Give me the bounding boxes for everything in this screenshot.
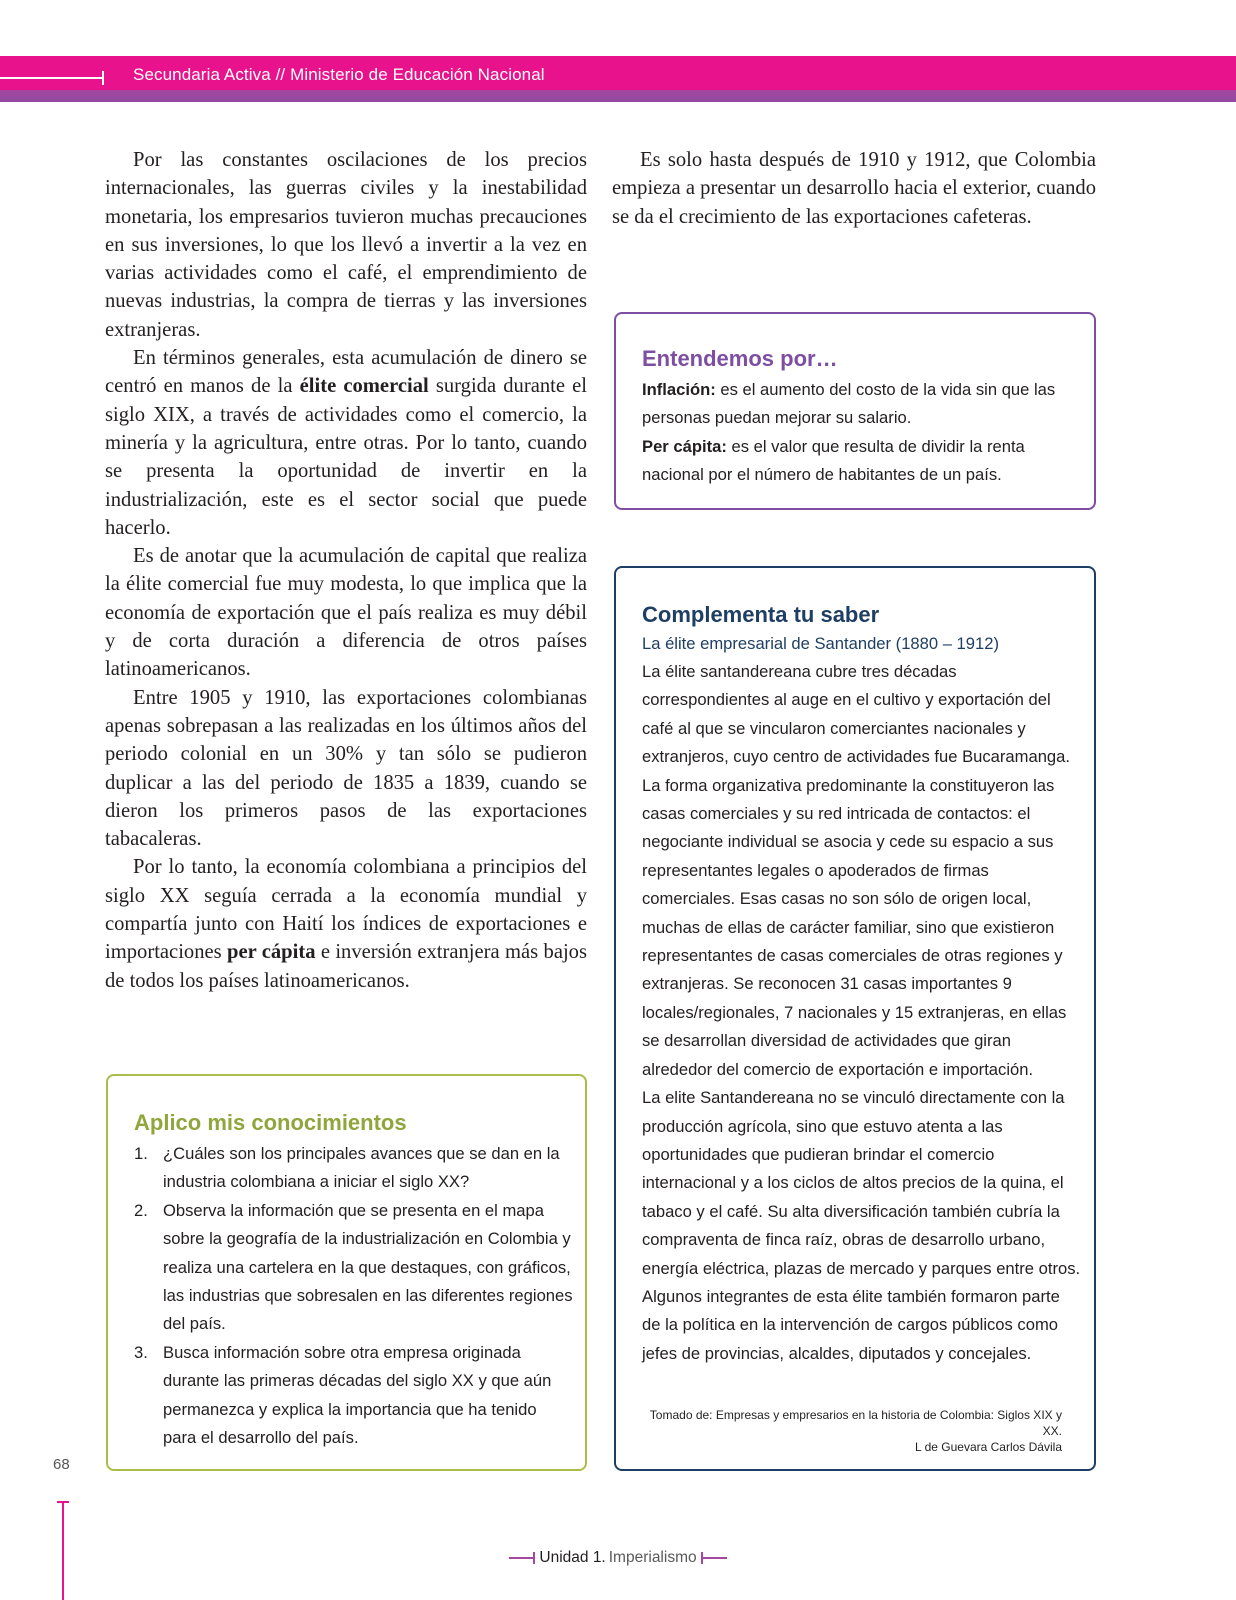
complementa-title: Complementa tu saber: [642, 602, 880, 627]
definition-inflacion: [642, 376, 1082, 433]
right-column: [612, 146, 1096, 231]
footer-unit: Unidad 1.: [539, 1549, 606, 1566]
paragraph-5: [105, 853, 587, 994]
right-paragraph-1: Es solo hasta después de 1910 y 1912, que Colombia empieza a presentar un desarrollo hacia el exterior, cuando se da el crecimiento de las exportaciones cafeteras.: [612, 149, 1096, 228]
footer-topic: Imperialismo: [608, 1549, 697, 1566]
list-item-text: ¿Cuáles son los principales avances que se dan en la industria colombiana a iniciar el siglo XX?: [163, 1144, 560, 1192]
paragraph-1: Por las constantes oscilaciones de los precios internacionales, las guerras civiles y la inestabilidad monetaria, los empresarios tuvieron muchas precauciones en sus inversiones, lo que los llevó a invertir a la vez en varias actividades como el café, el emprendimiento de nuevas industrias, la compra de tierras y las inversiones extranjeras.: [105, 149, 587, 341]
complementa-subtitle: La élite empresarial de Santander (1880 – 1912): [642, 634, 1000, 653]
paragraph-2-text-a: En términos generales, esta acumulación de dinero se centró en manos de la: [105, 347, 587, 398]
list-item-number: 1.: [134, 1144, 148, 1163]
list-item-text: Busca información sobre otra empresa originada durante las primeras décadas del siglo XX y que aún permanezca y explica la importancia que ha tenido para el desarrollo del país.: [163, 1342, 552, 1448]
list-item: [134, 1140, 574, 1197]
footer-rule-right: [701, 1557, 727, 1559]
left-column: [105, 146, 587, 995]
term-per-capita: per cápita: [227, 941, 316, 964]
list-item: [134, 1339, 574, 1453]
term-elite-comercial: élite comercial: [299, 375, 429, 398]
page-number: 68: [53, 1456, 70, 1473]
header-title: Secundaria Activa // Ministerio de Educación Nacional: [133, 65, 545, 84]
header-rule: [0, 77, 104, 79]
entendemos-body: [642, 376, 1082, 490]
definition-per-capita-text: es el valor que resulta de dividir la renta nacional por el número de habitantes de un país.: [642, 436, 1025, 485]
list-item-number: 3.: [134, 1342, 148, 1362]
paragraph-3: Es de anotar que la acumulación de capital que realiza la élite comercial fue muy modesta, lo que implica que la economía de exportación que el país realiza es muy débil y de corta duración a diferencia de otros países latinoamericanos.: [105, 545, 587, 681]
term-inflacion: Inflación:: [642, 380, 716, 399]
page-footer: [0, 1549, 1236, 1567]
page-header-band: [0, 56, 1236, 102]
definition-inflacion-text: es el aumento del costo de la vida sin que las personas puedan mejorar su salario.: [642, 380, 1056, 428]
term-per-capita-def: Per cápita:: [642, 436, 727, 456]
definition-per-capita: [642, 433, 1082, 490]
complementa-box: [614, 566, 1096, 1471]
footer-rule-left: [509, 1557, 535, 1559]
aplico-title: Aplico mis conocimientos: [134, 1110, 407, 1135]
aplico-box: [106, 1074, 587, 1471]
source-citation: [642, 1407, 1062, 1455]
aplico-list: [134, 1140, 574, 1452]
source-line-1: Tomado de: Empresas y empresarios en la historia de Colombia: Siglos XIX y XX.: [649, 1408, 1062, 1438]
paragraph-4: Entre 1905 y 1910, las exportaciones colombianas apenas sobrepasan a las realizadas en los últimos años del periodo colonial en un 30% y tan sólo se pudieron duplicar a las del periodo de 1835 a 1839, cuando se dieron los primeros pasos de las exportaciones tabacaleras.: [105, 686, 587, 851]
complementa-body: [642, 658, 1082, 1368]
list-item: [134, 1197, 574, 1339]
paragraph-5-text-b: e inversión extranjera más bajos de todos los países latinoamericanos.: [105, 941, 587, 992]
header-rule-tick: [102, 71, 104, 85]
entendemos-title: Entendemos por…: [642, 346, 838, 371]
source-line-2: L de Guevara Carlos Dávila: [915, 1440, 1062, 1454]
complementa-paragraph-2: La elite Santandereana no se vinculó directamente con la producción agrícola, sino que estuvo atenta a las oportunidades que pudieran brindar el comercio internacional y a los ciclos de altos precios de la quina, el tabaco y el café. Su alta diversificación también cubría la compraventa de finca raíz, obras de desarrollo urbano, energía eléctrica, plazas de mercado y parques entre otros. Algunos integrantes de esta élite también formaron parte de la política en la intervención de cargos públicos como jefes de provincias, alcaldes, diputados y concejales.: [642, 1088, 1081, 1363]
list-item-text: Observa la información que se presenta en el mapa sobre la geografía de la industrialización en Colombia y realiza una cartelera en la que destaques, con gráficos, las industrias que sobresalen en las diferentes regiones del país.: [163, 1200, 573, 1334]
list-item-number: 2.: [134, 1200, 148, 1220]
paragraph-5-text-a: Por lo tanto, la economía colombiana a principios del siglo XX seguía cerrada a la economía mundial y compartía junto con Haití los índices de exportaciones e importaciones: [105, 856, 587, 964]
paragraph-2: [105, 344, 587, 542]
complementa-paragraph-1: La élite santandereana cubre tres décadas correspondientes al auge en el cultivo y exportación del café al que se vincularon comerciantes nacionales y extranjeros, cuyo centro de actividades fue Bucaramanga. La forma organizativa predominante la constituyeron las casas comerciales y su red intricada de contactos: el negociante individual se asocia y cede su espacio a sus representantes legales o apoderados de firmas comerciales. Esas casas no son sólo de origen local, muchas de ellas de carácter familiar, sino que existieron representantes de casas comerciales de otras regiones y extranjeras. Se reconocen 31 casas importantes 9 locales/regionales, 7 nacionales y 15 extranjeras, en ellas se desarrollan diversidad de actividades que giran alrededor del comercio de exportación e importación.: [642, 662, 1070, 1079]
entendemos-box: [614, 312, 1096, 510]
paragraph-2-text-b: surgida durante el siglo XIX, a través de actividades como el comercio, la minería y la agricultura, entre otras. Por lo tanto, cuando se presenta la oportunidad de invertir en la industrialización, este es el sector social que puede hacerlo.: [105, 375, 587, 539]
